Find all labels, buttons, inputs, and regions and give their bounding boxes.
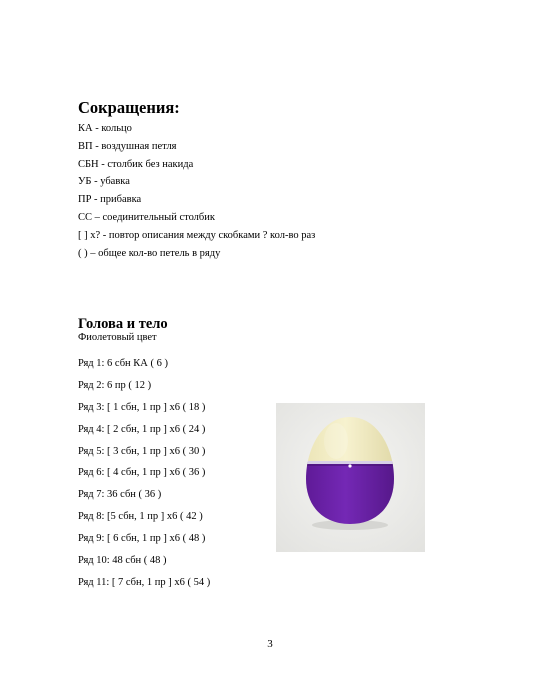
pattern-row: Ряд 6: [ 4 сбн, 1 пр ] х6 ( 36 ) bbox=[78, 467, 206, 479]
pattern-row: Ряд 4: [ 2 сбн, 1 пр ] х6 ( 24 ) bbox=[78, 423, 206, 435]
page-number: 3 bbox=[267, 638, 273, 650]
pattern-row: Ряд 7: 36 сбн ( 36 ) bbox=[78, 489, 162, 501]
pattern-row: Ряд 1: 6 сбн КА ( 6 ) bbox=[78, 358, 168, 369]
pattern-row: Ряд 3: [ 1 сбн, 1 пр ] х6 ( 18 ) bbox=[78, 401, 206, 413]
crochet-egg-icon bbox=[276, 403, 425, 552]
section-title: Голова и тело bbox=[78, 316, 168, 332]
abbreviations-list bbox=[78, 120, 315, 262]
pattern-row: Ряд 9: [ 6 сбн, 1 пр ] х6 ( 48 ) bbox=[78, 533, 206, 545]
abbreviation-item: ВП - воздушная петля bbox=[78, 140, 177, 152]
abbreviation-item: ПР - прибавка bbox=[78, 194, 142, 206]
pattern-row: Ряд 11: [ 7 сбн, 1 пр ] х6 ( 54 ) bbox=[78, 576, 211, 588]
crochet-egg-photo bbox=[276, 403, 425, 552]
section-subtitle: Фиолетовый цвет bbox=[78, 332, 157, 343]
abbreviation-item: КА - кольцо bbox=[78, 123, 132, 134]
abbreviation-item: ( ) – общее кол-во петель в ряду bbox=[78, 247, 221, 259]
abbreviation-item: УБ - убавка bbox=[78, 176, 130, 188]
abbreviation-item: [ ] х? - повтор описания между скобками ? кол-во раз bbox=[78, 229, 316, 241]
pattern-row: Ряд 8: [5 сбн, 1 пр ] х6 ( 42 ) bbox=[78, 511, 203, 523]
abbreviation-item: СС – соединительный столбик bbox=[78, 211, 215, 223]
abbreviation-item: СБН - столбик без накида bbox=[78, 158, 194, 170]
pattern-rows bbox=[78, 353, 210, 594]
abbreviations-title: Сокращения: bbox=[78, 98, 180, 117]
pattern-row: Ряд 5: [ 3 сбн, 1 пр ] х6 ( 30 ) bbox=[78, 445, 206, 457]
pattern-row: Ряд 10: 48 сбн ( 48 ) bbox=[78, 555, 167, 567]
pattern-row: Ряд 2: 6 пр ( 12 ) bbox=[78, 379, 152, 391]
